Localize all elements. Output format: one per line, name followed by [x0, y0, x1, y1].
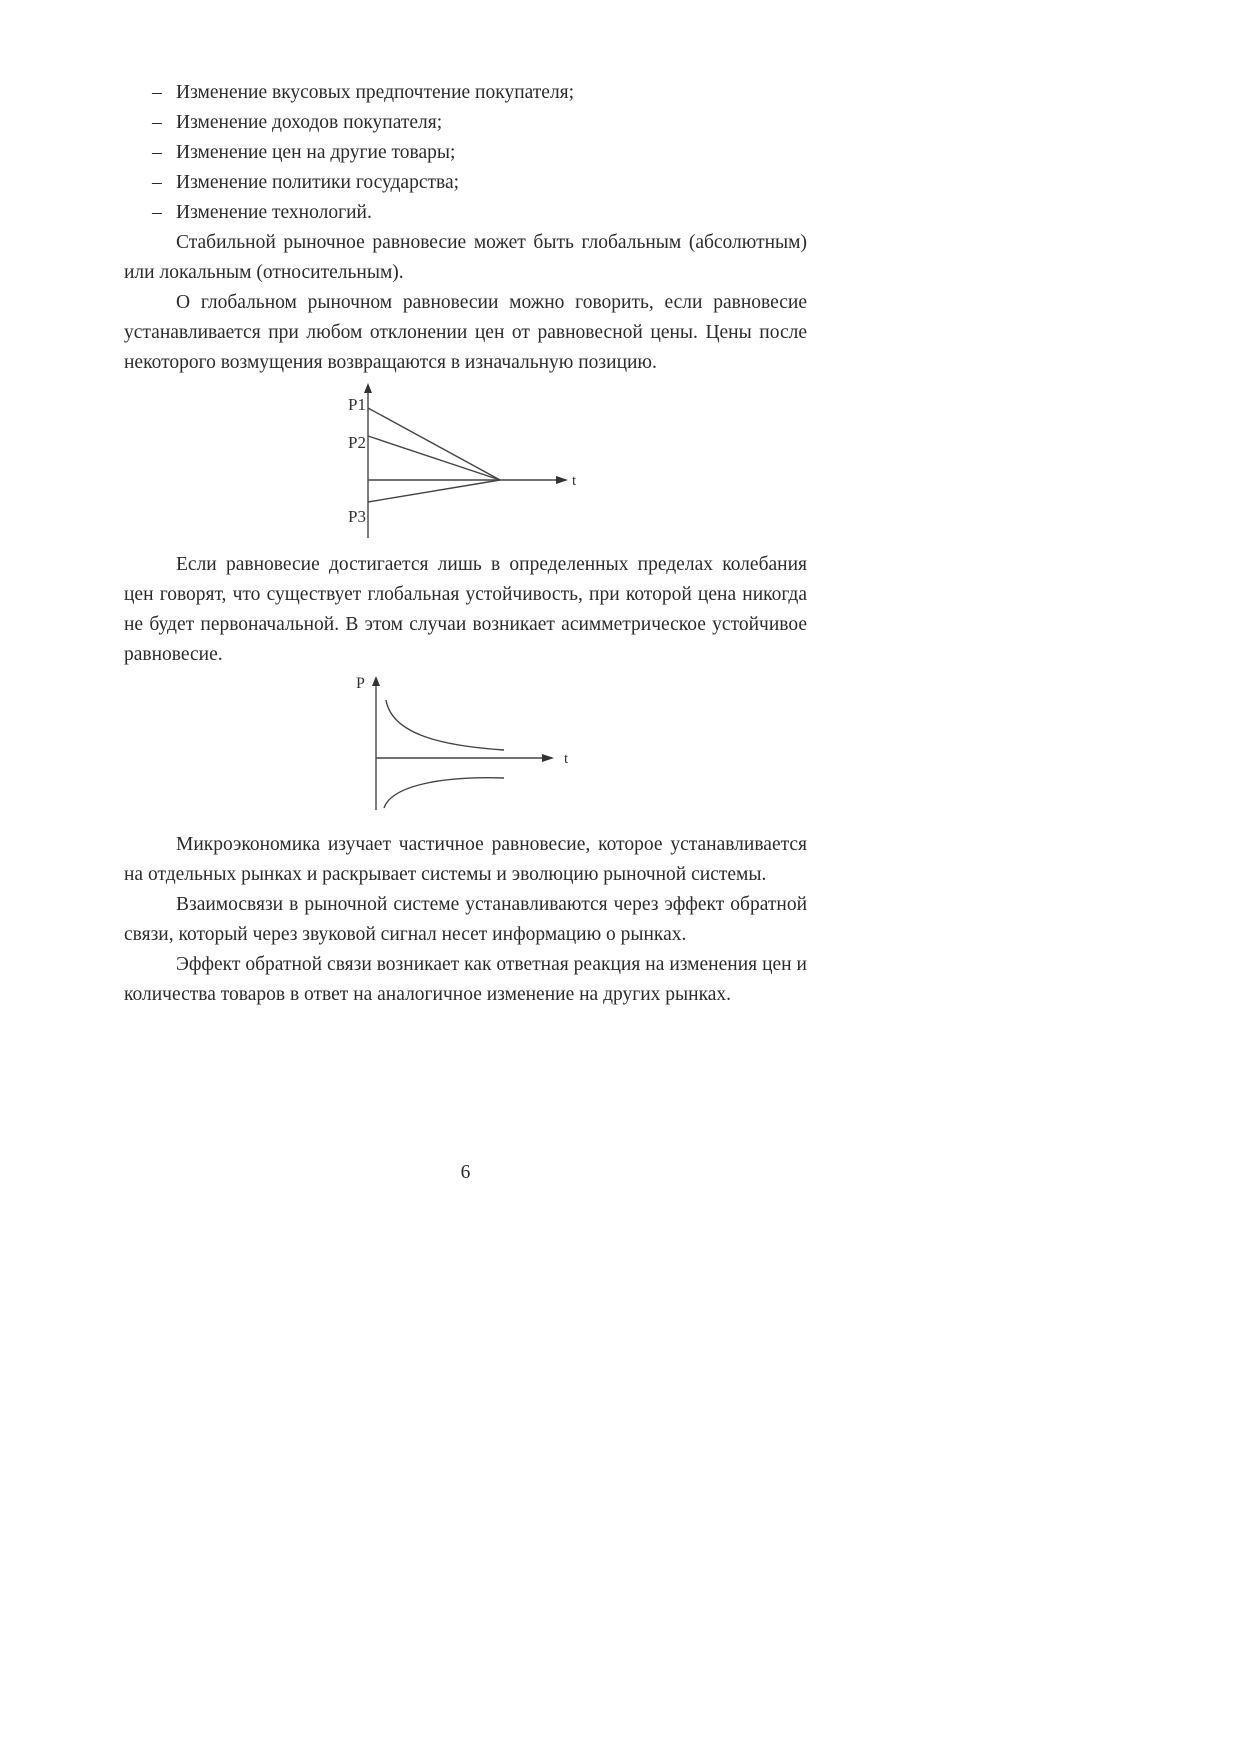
- list-item-text: Изменение цен на другие товары;: [176, 142, 456, 163]
- list-item: [124, 108, 807, 138]
- y-axis-arrow: [372, 676, 380, 686]
- list-item-text: Изменение доходов покупателя;: [176, 112, 443, 133]
- list-item-text: Изменение политики государства;: [176, 172, 460, 193]
- label-p2: P2: [348, 433, 366, 452]
- list-item: [124, 138, 807, 168]
- page-number: 6: [460, 1162, 471, 1183]
- dash-marker: –: [152, 202, 162, 223]
- bullet-list: [124, 78, 807, 228]
- paragraph-stable-equilibrium: Стабильной рыночное равновесие может быть глобальным (абсолютным) или локальным (относительным).: [124, 232, 807, 283]
- dash-marker: –: [152, 82, 162, 103]
- line-from-p1: [368, 408, 500, 480]
- dash-marker: –: [152, 142, 162, 163]
- line-from-p2: [368, 436, 500, 480]
- label-t: t: [572, 473, 577, 489]
- document-page: [124, 78, 807, 1183]
- paragraph-feedback-effect: Эффект обратной связи возникает как ответная реакция на изменения цен и количества товаров в ответ на аналогичное изменение на других рынках.: [124, 954, 807, 1005]
- list-item-text: Изменение технологий.: [176, 202, 372, 223]
- paragraph-asymmetric-equilibrium: Если равновесие достигается лишь в определенных пределах колебания цен говорят, что существует глобальная устойчивость, при которой цена никогда не будет первоначальной. В этом случаи возникает асимметрическое устойчивое равновесие.: [124, 554, 807, 665]
- upper-curve: [386, 700, 504, 750]
- paragraph-microeconomics: Микроэкономика изучает частичное равновесие, которое устанавливается на отдельных рынках и раскрывает системы и эволюцию рыночной системы.: [124, 834, 807, 885]
- dash-marker: –: [152, 172, 162, 193]
- figure-asymmetric-equilibrium-graph: [124, 670, 807, 830]
- figure-global-equilibrium: [124, 378, 807, 550]
- list-item-text: Изменение вкусовых предпочтение покупателя;: [176, 82, 575, 103]
- label-t: t: [564, 751, 569, 767]
- label-p1: P1: [348, 395, 366, 414]
- paragraph-feedback-links: Взаимосвязи в рыночной системе устанавливаются через эффект обратной связи, который через звуковой сигнал несет информацию о рынках.: [124, 894, 807, 945]
- x-axis-arrow: [556, 476, 568, 484]
- lower-curve: [384, 778, 504, 808]
- y-axis-arrow: [364, 383, 372, 393]
- line-from-p3: [368, 480, 500, 502]
- x-axis-arrow: [542, 754, 554, 762]
- label-p3: P3: [348, 507, 366, 526]
- label-p: P: [356, 675, 365, 692]
- paragraph-global-equilibrium: О глобальном рыночном равновесии можно говорить, если равновесие устанавливается при любом отклонении цен от равновесной цены. Цены после некоторого возмущения возвращаются в изначальную позицию.: [124, 292, 807, 373]
- list-item: [124, 78, 807, 108]
- list-item: [124, 168, 807, 198]
- figure-asymmetric-equilibrium: [124, 670, 807, 830]
- list-item: [124, 198, 807, 228]
- dash-marker: –: [152, 112, 162, 133]
- figure-global-equilibrium-graph: [124, 378, 807, 550]
